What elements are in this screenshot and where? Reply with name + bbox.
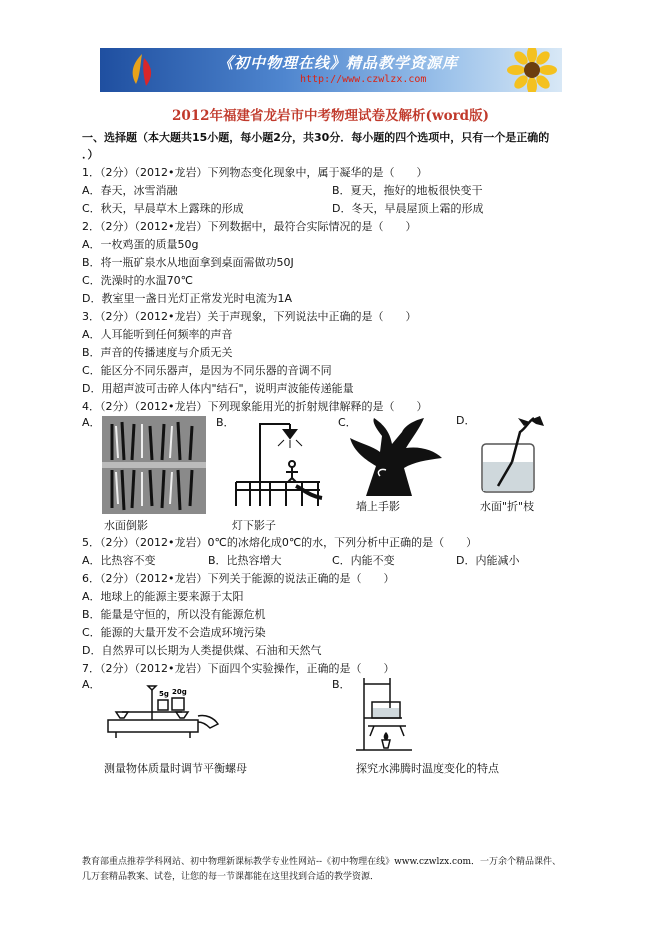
sunflower-icon	[498, 48, 558, 92]
q7-caption-a: 测量物体质量时调节平衡螺母	[104, 762, 247, 775]
q4-option-c: C．	[338, 416, 357, 429]
q2-option-c: C．洗澡时的水温70℃	[82, 274, 194, 287]
banner-url[interactable]: http://www.czwlzx.com	[300, 74, 427, 85]
bent-stick-image	[474, 416, 550, 496]
q4-stem: 4．（2分）（2012•龙岩）下列现象能用光的折射规律解释的是（ ）	[82, 400, 428, 413]
section-heading-cont: ．）	[82, 148, 99, 161]
q5-option-d: D．内能减小	[456, 554, 520, 567]
water-reflection-image	[102, 416, 206, 514]
site-logo-icon	[126, 52, 158, 88]
q3-option-a: A．人耳能听到任何频率的声音	[82, 328, 233, 341]
q7-stem: 7．（2分）（2012•龙岩）下面四个实验操作，正确的是（ ）	[82, 662, 395, 675]
q7-option-a: A．	[82, 678, 101, 691]
footer-line-1: 教育部重点推荐学科网站、初中物理新课标教学专业性网站--《初中物理在线》www.czwlzx.com．一万余个精品课件、	[82, 857, 562, 867]
q3-option-b: B．声音的传播速度与介质无关	[82, 346, 233, 359]
lamp-shadow-image	[230, 416, 326, 514]
section-heading: 一、选择题（本大题共15小题，每小题2分，共30分．每小题的四个选项中，只有一个是正确的	[82, 131, 550, 144]
q4-option-b: B．	[216, 416, 235, 429]
q5-option-b: B．比热容增大	[208, 554, 282, 567]
document-title: 2012年福建省龙岩市中考物理试卷及解析(word版)	[171, 108, 490, 124]
q3-option-d: D．用超声波可击碎人体内"结石"，说明声波能传递能量	[82, 382, 354, 395]
q4-caption-a: 水面倒影	[104, 519, 148, 532]
q2-option-a: A．一枚鸡蛋的质量50g	[82, 238, 199, 251]
q5-option-a: A．比热容不变	[82, 554, 156, 567]
q4-option-d: D．	[456, 414, 476, 427]
q7-caption-b: 探究水沸腾时温度变化的特点	[356, 762, 499, 775]
q6-option-d: D．自然界可以长期为人类提供煤、石油和天然气	[82, 644, 322, 657]
balance-scale-image	[102, 676, 222, 746]
q4-caption-c: 墙上手影	[356, 500, 400, 513]
q6-stem: 6．（2分）（2012•龙岩）下列关于能源的说法正确的是（ ）	[82, 572, 395, 585]
q7-option-b: B．	[332, 678, 351, 691]
q2-option-b: B．将一瓶矿泉水从地面拿到桌面需做功50J	[82, 256, 294, 269]
q1-option-b: B．夏天，拖好的地板很快变干	[332, 184, 483, 197]
weight-5g-label: 5g	[159, 690, 169, 698]
q4-caption-d: 水面"折"枝	[480, 500, 535, 513]
banner-title: 《初中物理在线》精品教学资源库	[218, 54, 459, 72]
weight-20g-label: 20g	[172, 688, 187, 696]
boiling-water-apparatus-image	[354, 676, 414, 756]
q6-option-b: B．能量是守恒的，所以没有能源危机	[82, 608, 266, 621]
q3-stem: 3．（2分）（2012•龙岩）关于声现象，下列说法中正确的是（ ）	[82, 310, 417, 323]
hand-shadow-image	[346, 416, 446, 496]
q6-option-a: A．地球上的能源主要来源于太阳	[82, 590, 244, 603]
q1-option-d: D．冬天，早晨屋顶上霜的形成	[332, 202, 484, 215]
q3-option-c: C．能区分不同乐器声，是因为不同乐器的音调不同	[82, 364, 332, 377]
q1-option-a: A．春天，冰雪消融	[82, 184, 178, 197]
page-footer	[82, 855, 602, 885]
q4-caption-b: 灯下影子	[232, 519, 276, 532]
q2-stem: 2．（2分）（2012•龙岩）下列数据中，最符合实际情况的是（ ）	[82, 220, 417, 233]
q6-option-c: C．能源的大量开发不会造成环境污染	[82, 626, 266, 639]
q5-stem: 5．（2分）（2012•龙岩）0℃的冰熔化成0℃的水，下列分析中正确的是（ ）	[82, 536, 478, 549]
q2-option-d: D．教室里一盏日光灯正常发光时电流为1A	[82, 292, 292, 305]
footer-line-2: 几万套精品教案、试卷，让您的每一节课都能在这里找到合适的教学资源．	[82, 872, 380, 882]
q4-option-a: A．	[82, 416, 101, 429]
q1-stem: 1．（2分）（2012•龙岩）下列物态变化现象中，属于凝华的是（ ）	[82, 166, 428, 179]
q1-option-c: C．秋天，早晨草木上露珠的形成	[82, 202, 244, 215]
header-banner	[100, 48, 562, 92]
q5-option-c: C．内能不变	[332, 554, 395, 567]
